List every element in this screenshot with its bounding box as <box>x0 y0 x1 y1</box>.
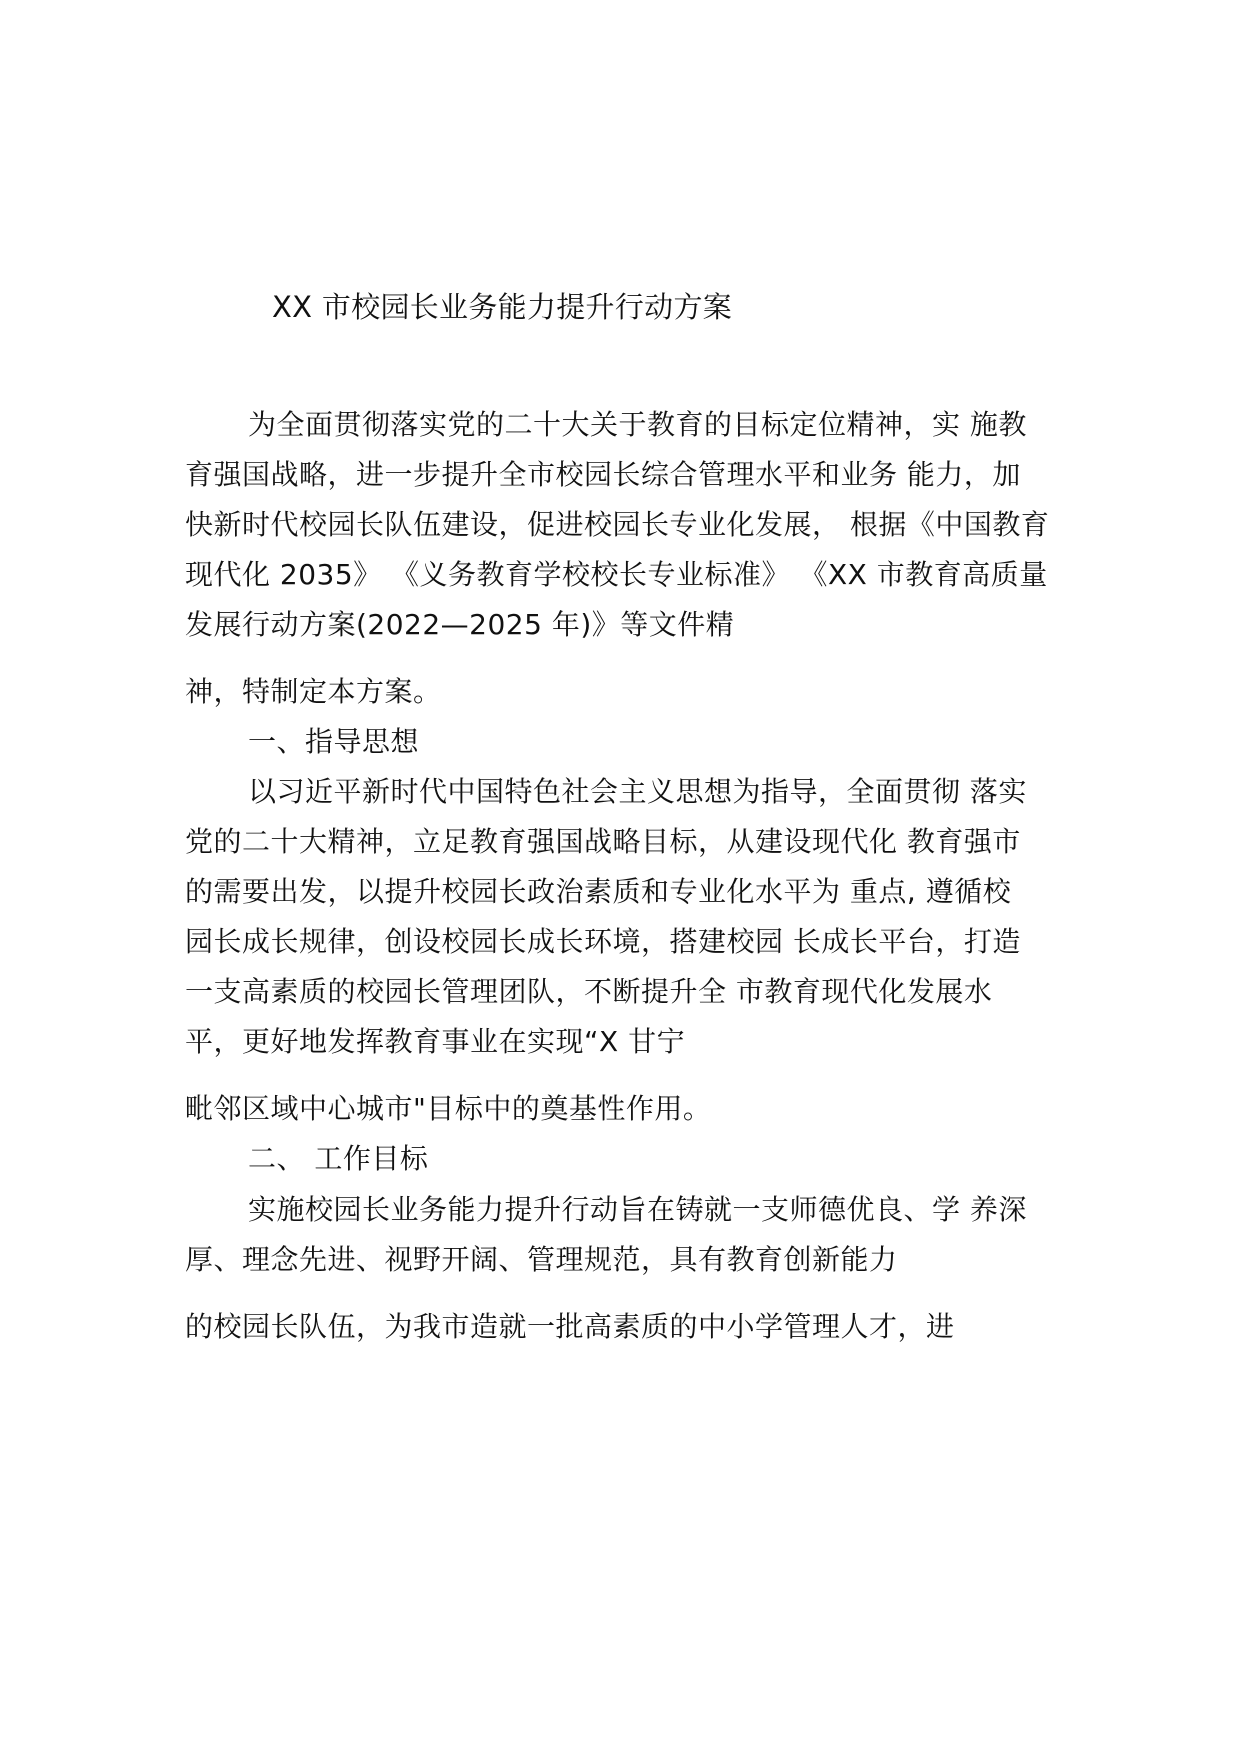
section1-line-7: 毗邻区域中心城市"目标中的奠基性作用。 <box>185 1092 712 1125</box>
intro-line-3: 快新时代校园长队伍建设，促进校园长专业化发展， 根据《中国教育 <box>185 508 1050 541</box>
intro-line-1: 为全面贯彻落实党的二十大关于教育的目标定位精神，实 施教 <box>248 408 1027 441</box>
section1-line-1: 以习近平新时代中国特色社会主义思想为指导，全面贯彻 落实 <box>248 775 1027 808</box>
section2-line-2: 厚、理念先进、视野开阔、管理规范，具有教育创新能力 <box>185 1243 898 1276</box>
section1-heading: 一、指导思想 <box>248 725 420 758</box>
section2-line-3: 的校园长队伍，为我市造就一批高素质的中小学管理人才，进 <box>185 1310 955 1343</box>
intro-line-4: 现代化 2035》 《义务教育学校校长专业标准》 《XX 市教育高质量 <box>185 558 1048 591</box>
document-title: XX 市校园长业务能力提升行动方案 <box>272 290 733 324</box>
section1-line-2: 党的二十大精神，立足教育强国战略目标，从建设现代化 教育强市 <box>185 825 1021 858</box>
section1-line-5: 一支高素质的校园长管理团队，不断提升全 市教育现代化发展水 <box>185 975 993 1008</box>
section2-heading: 二、 工作目标 <box>248 1142 429 1175</box>
intro-line-2: 育强国战略，进一步提升全市校园长综合管理水平和业务 能力，加 <box>185 458 1021 491</box>
intro-line-5: 发展行动方案(2022—2025 年)》等文件精 <box>185 608 735 641</box>
section1-line-6: 平，更好地发挥教育事业在实现“X 甘宁 <box>185 1025 686 1058</box>
section2-line-1: 实施校园长业务能力提升行动旨在铸就一支师德优良、学 养深 <box>248 1193 1027 1226</box>
section1-line-4: 园长成长规律，创设校园长成长环境，搭建校园 长成长平台，打造 <box>185 925 1021 958</box>
section1-line-3: 的需要出发，以提升校园长政治素质和专业化水平为 重点, 遵循校 <box>185 875 1012 908</box>
intro-line-6: 神，特制定本方案。 <box>185 675 442 708</box>
